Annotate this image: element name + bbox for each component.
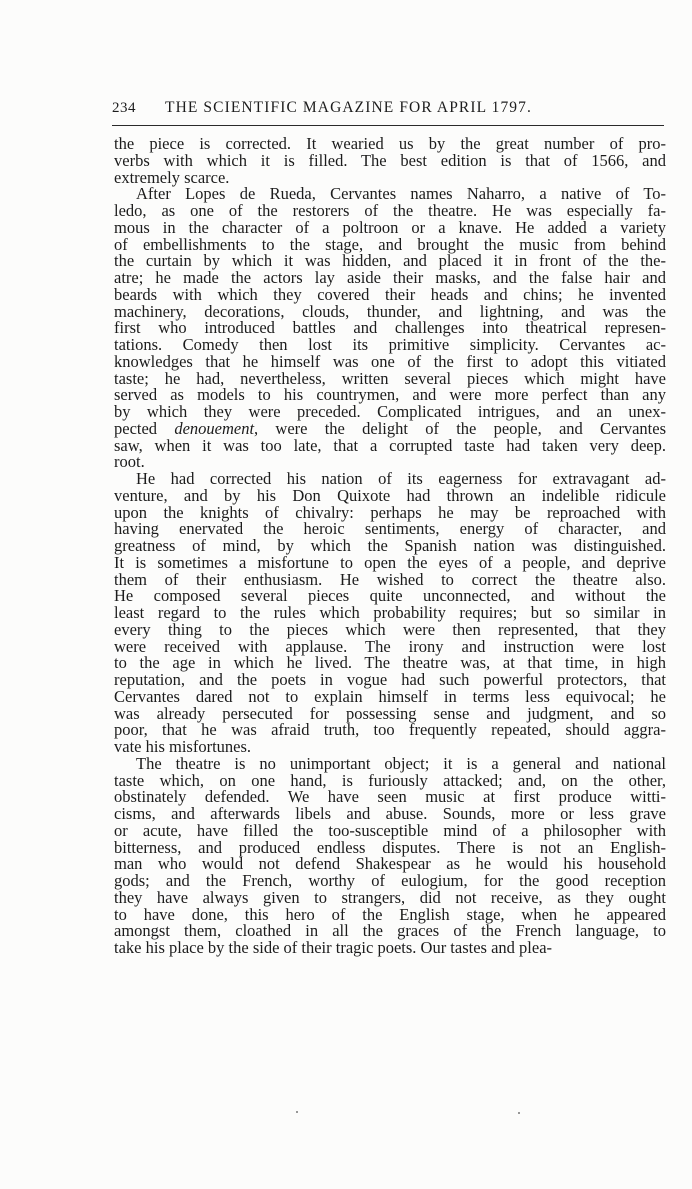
text-line: man who would not defend Shakespear as he would his household xyxy=(114,854,666,874)
text-line: cisms, and afterwards libels and abuse. Sounds, more or less grave xyxy=(114,804,666,823)
text-line: to the age in which he lived. The theatre was, at that time, in high xyxy=(114,653,666,673)
text-line: they have always given to strangers, did not receive, as they ought xyxy=(114,887,666,907)
text-line: root. xyxy=(114,452,145,472)
text-line: by which they were preceded. Complicated intrigues, and an unex- xyxy=(114,402,666,421)
text-line: Cervantes dared not to explain himself in terms less equivocal; he xyxy=(114,686,666,706)
text-line: every thing to the pieces which were then represented, that they xyxy=(114,619,666,639)
text-line: taste which, on one hand, is furiously attacked; and, on the other, xyxy=(114,770,666,790)
print-specks xyxy=(290,1108,530,1118)
text-line: the piece is corrected. It wearied us by the great number of pro- xyxy=(114,134,666,153)
text-line: reputation, and the poets in vogue had such powerful protectors, that xyxy=(114,670,666,689)
paragraph xyxy=(114,186,666,471)
text-line: or acute, have filled the too-susceptible mind of a philosopher with xyxy=(114,820,666,840)
page-number: 234 xyxy=(112,100,136,116)
text-line: to have done, this hero of the English stage, when he appeared xyxy=(114,904,666,924)
text-line: ledo, as one of the restorers of the theatre. He was especially fa- xyxy=(114,201,666,220)
text-line: the curtain by which it was hidden, and placed it in front of the the- xyxy=(114,251,666,271)
text-line: vate his misfortunes. xyxy=(114,737,252,756)
text-line: venture, and by his Don Quixote had thrown an indelible ridicule xyxy=(114,485,666,505)
paragraph xyxy=(114,136,666,186)
text-line: poor, that he was afraid truth, too frequently repeated, should aggra- xyxy=(114,720,666,740)
text-line: He composed several pieces quite unconnected, and without the xyxy=(114,586,666,606)
paragraph xyxy=(114,753,666,957)
text-line: take his place by the side of their tragic poets. Our tastes and plea- xyxy=(114,938,553,957)
text-line: gods; and the French, worthy of eulogium, for the good reception xyxy=(114,871,666,890)
text-line: It is sometimes a misfortune to open the eyes of a people, and deprive xyxy=(114,552,666,572)
text-line: atre; he made the actors lay aside their masks, and the false hair and xyxy=(114,268,666,287)
text-line: were received with applause. The irony and instruction were lost xyxy=(114,636,666,656)
text-line: least regard to the rules which probability requires; but so similar in xyxy=(114,603,666,622)
text-line: was already persecuted for possessing sense and judgment, and so xyxy=(114,703,666,723)
text-line: saw, when it was too late, that a corrupted taste had taken very deep. xyxy=(114,435,666,455)
text-line: first who introduced battles and challenges into theatrical represen- xyxy=(114,318,666,338)
text-line: pected denouement, were the delight of the people, and Cervantes xyxy=(114,418,666,438)
text-line: knowledges that he himself was one of the first to adopt this vitiated xyxy=(114,351,666,371)
text-line: taste; he had, nevertheless, written several pieces which might have xyxy=(114,368,666,388)
text-line: of embellishments to the stage, and brought the music from behind xyxy=(114,234,666,254)
text-line: bitterness, and produced endless disputes. There is not an English- xyxy=(114,837,666,857)
text-line: upon the knights of chivalry: perhaps he may be reproached with xyxy=(114,502,666,522)
text-line: machinery, decorations, clouds, thunder, and lightning, and was the xyxy=(114,301,666,321)
text-line: The theatre is no unimportant object; it is a general and national xyxy=(136,753,666,773)
text-line: obstinately defended. We have seen music at first produce witti- xyxy=(114,787,666,807)
text-line: After Lopes de Rueda, Cervantes names Naharro, a native of To- xyxy=(136,184,666,204)
text-line: beards with which they covered their heads and chins; he invented xyxy=(114,284,666,304)
text-line: amongst them, cloathed in all the graces of the French language, to xyxy=(114,921,666,941)
page-header xyxy=(112,97,664,123)
header-rule xyxy=(112,125,664,126)
article-body xyxy=(114,136,666,957)
text-line: verbs with which it is filled. The best edition is that of 1566, and xyxy=(114,150,666,170)
text-line: having enervated the heroic sentiments, energy of character, and xyxy=(114,519,666,539)
text-line: greatness of mind, by which the Spanish nation was distinguished. xyxy=(114,536,666,555)
paragraph xyxy=(114,471,666,756)
text-line: extremely scarce. xyxy=(114,167,230,187)
text-line: tations. Comedy then lost its primitive simplicity. Cervantes ac- xyxy=(114,335,666,354)
running-head: THE SCIENTIFIC MAGAZINE FOR APRIL 1797. xyxy=(165,99,532,116)
text-line: mous in the character of a poltroon or a knave. He added a variety xyxy=(114,217,666,237)
text-line: them of their enthusiasm. He wished to correct the theatre also. xyxy=(114,569,666,589)
text-line: He had corrected his nation of its eagerness for extravagant ad- xyxy=(136,469,666,488)
text-line: served as models to his countrymen, and were more perfect than any xyxy=(114,385,666,405)
